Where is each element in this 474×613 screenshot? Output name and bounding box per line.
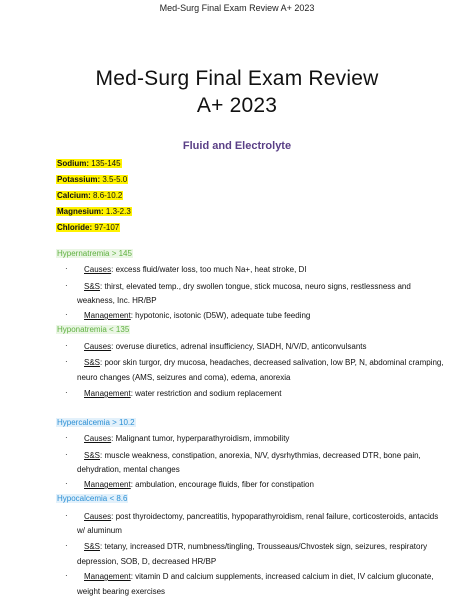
hypercalcemia-management: Management: ambulation, encourage fluids, fiber for constipation [84, 480, 314, 489]
hypocalcemia-ss-continued: depression, SOB, D, decreased HR/BP [77, 557, 217, 566]
lab-value-magnesium: Magnesium: 1.3-2.3 [57, 207, 131, 216]
hypocalcemia-management: Management: vitamin D and calcium supplements, increased calcium in diet, IV calcium gluconate, [84, 572, 434, 581]
hyponatremia-management: Management: water restriction and sodium replacement [84, 389, 282, 398]
section-hypercalcemia: Hypercalcemia > 10.2 [57, 418, 135, 427]
lab-value-sodium: Sodium: 135-145 [57, 159, 121, 168]
bullet-icon: · [65, 388, 68, 397]
hypocalcemia-management-continued: weight bearing exercises [77, 587, 166, 596]
hypernatremia-ss: S&S: thirst, elevated temp., dry swollen tongue, stick mucosa, neuro signs, restlessness and [84, 282, 411, 291]
section-hyponatremia: Hyponatremia < 135 [57, 325, 130, 334]
bullet-icon: · [65, 541, 68, 550]
hypernatremia-causes: Causes: excess fluid/water loss, too much Na+, heat stroke, DI [84, 265, 307, 274]
hypercalcemia-ss: S&S: muscle weakness, constipation, anorexia, N/V, dysrhythmias, decreased DTR, bone pain, [84, 451, 421, 460]
bullet-icon: · [65, 357, 68, 366]
hyponatremia-ss: S&S: poor skin turgor, dry mucosa, headaches, decreased salivation, low BP, N, abdominal cramping, [84, 358, 444, 367]
hypocalcemia-causes: Causes: post thyroidectomy, pancreatitis, hypoparathyroidism, renal failure, corticosteroids, antacids [84, 512, 439, 521]
bullet-icon: · [65, 341, 68, 350]
hypernatremia-management: Management: hypotonic, isotonic (D5W), adequate tube feeding [84, 311, 311, 320]
hypercalcemia-ss-continued: dehydration, mental changes [77, 465, 180, 474]
hypocalcemia-causes-continued: w/ aluminum [77, 526, 122, 535]
document-title-line1: Med-Surg Final Exam Review [95, 67, 379, 90]
section-hypocalcemia: Hypocalcemia < 8.6 [57, 494, 128, 503]
lab-value-chloride: Chloride: 97-107 [57, 223, 120, 232]
bullet-icon: · [65, 433, 68, 442]
hyponatremia-causes: Causes: overuse diuretics, adrenal insufficiency, SIADH, N/V/D, anticonvulsants [84, 342, 367, 351]
lab-values-list [56, 159, 132, 239]
bullet-icon: · [65, 310, 68, 319]
hypocalcemia-ss: S&S: tetany, increased DTR, numbness/tingling, Trousseaus/Chvostek sign, seizures, respiratory [84, 542, 428, 551]
bullet-icon: · [65, 450, 68, 459]
lab-value-potassium: Potassium: 3.5-5.0 [57, 175, 128, 184]
lab-value-calcium: Calcium: 8.6-10.2 [57, 191, 123, 200]
section-hypernatremia: Hypernatremia > 145 [57, 249, 132, 258]
bullet-icon: · [65, 571, 68, 580]
hyponatremia-ss-continued: neuro changes (AMS, seizures and coma), edema, anorexia [77, 373, 291, 382]
document-title-line2: A+ 2023 [196, 94, 278, 117]
bullet-icon: · [65, 281, 68, 290]
bullet-icon: · [65, 479, 68, 488]
page-header: Med-Surg Final Exam Review A+ 2023 [159, 3, 315, 13]
bullet-icon: · [65, 264, 68, 273]
hypercalcemia-causes: Causes: Malignant tumor, hyperparathyroidism, immobility [84, 434, 290, 443]
hypernatremia-ss-continued: weakness, Inc. HR/BP [77, 296, 157, 305]
section-heading: Fluid and Electrolyte [182, 140, 292, 152]
bullet-icon: · [65, 511, 68, 520]
